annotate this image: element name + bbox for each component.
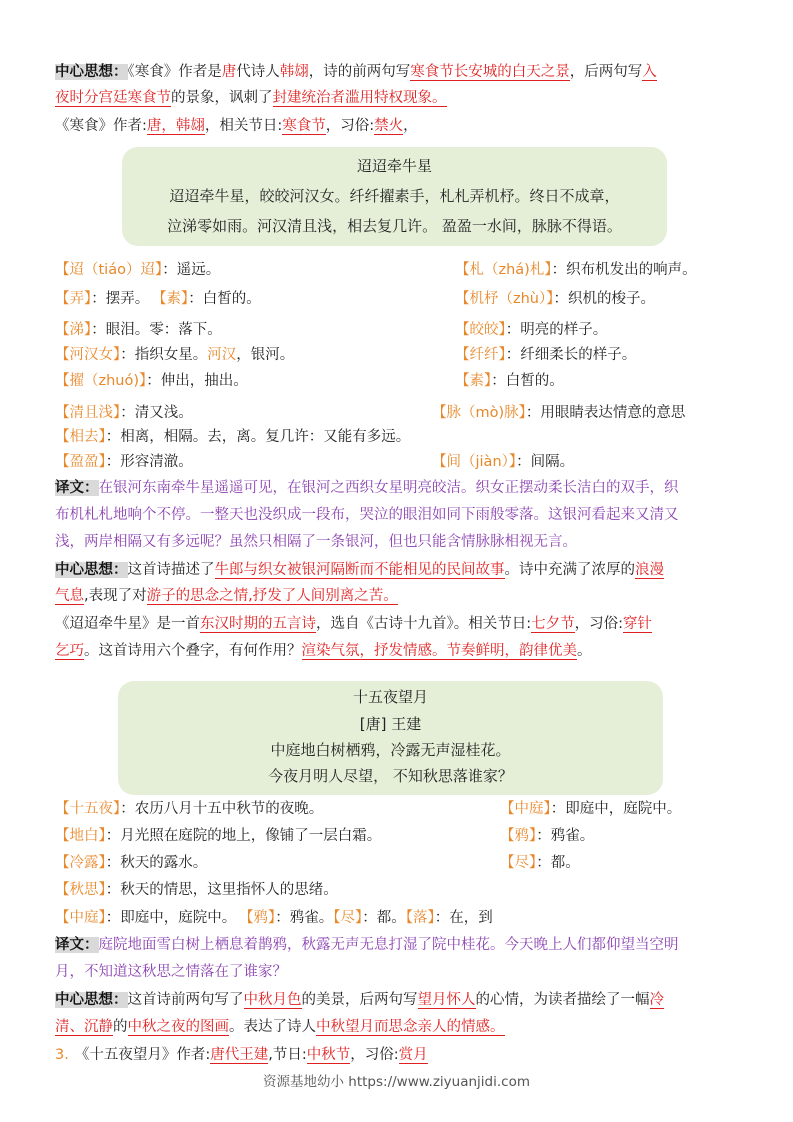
gloss-item: 【擢（zhuó)】：伸出，抽出。 (55, 373, 248, 389)
summary-line: 清、沉静的中秋之夜的图画。表达了诗人中秋望月而思念亲人的情感。 (55, 1019, 505, 1035)
poem-title: 十五夜望月 (352, 688, 428, 706)
gloss-item: 【中庭】：即庭中，庭院中。 【鸦】：鸦雀。【尽】：都。【落】：在，到 (55, 910, 493, 926)
gloss-item: 【尽】：都。 (500, 855, 580, 871)
gloss-item: 【皎皎】：明亮的样子。 (455, 322, 608, 338)
gloss-item: 【盈盈】：形容清澈。 (55, 454, 193, 470)
gloss-item: 【札（zhá)札】：织布机发出的响声。 (455, 262, 697, 278)
gloss-item: 【河汉女】：指织女星。河汉，银河。 (55, 347, 295, 363)
translation-line: 布机札札地响个不停。一整天也没织成一段布，哭泣的眼泪如同下雨般零落。这银河看起来又清又 (55, 507, 679, 523)
poem-line: 今夜月明人尽望， 不知秋思落谁家？ (268, 767, 513, 785)
poem-author: [唐] 王建 (359, 715, 422, 733)
poem-box (118, 681, 663, 795)
gloss-item: 【冷露】：秋天的露水。 (55, 855, 208, 871)
footer-watermark: 资源基地幼小 https://www.ziyuanjidi.com (262, 1074, 530, 1090)
summary-line: 中心思想：这首诗描述了牛郎与织女被银河隔断而不能相见的民间故事。诗中充满了浓厚的浪漫 (55, 562, 664, 578)
translation-line: 月，不知道这秋思之情落在了谁家？ (55, 964, 287, 980)
gloss-item: 【地白】：月光照在庭院的地上，像铺了一层白霜。 (55, 828, 382, 844)
summary-line: 夜时分宫廷寒食节的景象，讽刺了封建统治者滥用特权现象。 (55, 90, 447, 106)
translation-line: 译文：庭院地面雪白树上栖息着鹊鸦，秋露无声无息打湿了院中桂花。今天晚上人们都仰望当空明 (55, 937, 679, 953)
gloss-item: 【迢（tiáo）迢】：遥远。 (55, 262, 221, 278)
info-line: 《迢迢牵牛星》是一首东汉时期的五言诗，选自《古诗十九首》。相关节日:七夕节，习俗:穿针 (55, 616, 653, 632)
gloss-item: 【鸦】：鸦雀。 (500, 828, 595, 844)
gloss-item: 【中庭】：即庭中，庭院中。 (500, 801, 682, 817)
gloss-item: 【相去】：相离，相隔。去，离。复几许：又能有多远。 (55, 429, 411, 445)
poem-title: 迢迢牵牛星 (356, 157, 432, 175)
gloss-item: 【秋思】：秋天的情思，这里指怀人的思绪。 (55, 882, 338, 898)
gloss-item: 【弄】：摆弄。 【素】：白皙的。 (55, 291, 261, 307)
poem-line: 中庭地白树栖鸦，冷露无声湿桂花。 (270, 741, 511, 759)
info-line: 《寒食》作者:唐，韩翃，相关节日:寒食节，习俗:禁火， (55, 118, 418, 134)
gloss-item: 【脉（mò)脉】：用眼睛表达情意的意思 (432, 405, 686, 421)
gloss-item: 【间（jiàn）】：间隔。 (432, 454, 575, 470)
gloss-item: 【清且浅】：清又浅。 (55, 405, 193, 421)
info-line: 乞巧。这首诗用六个叠字，有何作用？渲染气氛，抒发情感。节奏鲜明，韵律优美。 (55, 643, 592, 659)
gloss-item: 【涕】：眼泪。零：落下。 (55, 322, 222, 338)
summary-line: 中心思想：这首诗前两句写了中秋月色的美景，后两句写望月怀人的心情，为读者描绘了一幅冷 (55, 992, 664, 1008)
translation-line: 译文：在银河东南牵牛星遥遥可见，在银河之西织女星明亮皎洁。织女正摆动柔长洁白的双手，织 (55, 480, 679, 496)
poem-line: 迢迢牵牛星，皎皎河汉女。纤纤擢素手，札札弄机杼。终日不成章， (169, 187, 620, 205)
translation-line: 浅，两岸相隔又有多远呢？虽然只相隔了一条银河，但也只能含情脉脉相视无言。 (55, 534, 577, 550)
gloss-item: 【素】：白皙的。 (455, 373, 564, 389)
poem-box (122, 147, 667, 246)
poem-line: 泣涕零如雨。河汉清且浅，相去复几许。 盈盈一水间，脉脉不得语。 (167, 217, 622, 235)
gloss-item: 【机杼（zhù）】：织机的梭子。 (455, 291, 655, 307)
summary-line: 中心思想：《寒食》作者是唐代诗人韩翃，诗的前两句写寒食节长安城的白天之景，后两句写入 (55, 64, 657, 80)
summary-line: 气息,表现了对游子的思念之情,抒发了人间别离之苦。 (55, 588, 398, 604)
gloss-item: 【纤纤】：纤细柔长的样子。 (455, 347, 637, 363)
info-line: 3. 《十五夜望月》作者:唐代王建,节日:中秋节，习俗:赏月 (55, 1047, 428, 1063)
gloss-item: 【十五夜】：农历八月十五中秋节的夜晚。 (55, 801, 324, 817)
